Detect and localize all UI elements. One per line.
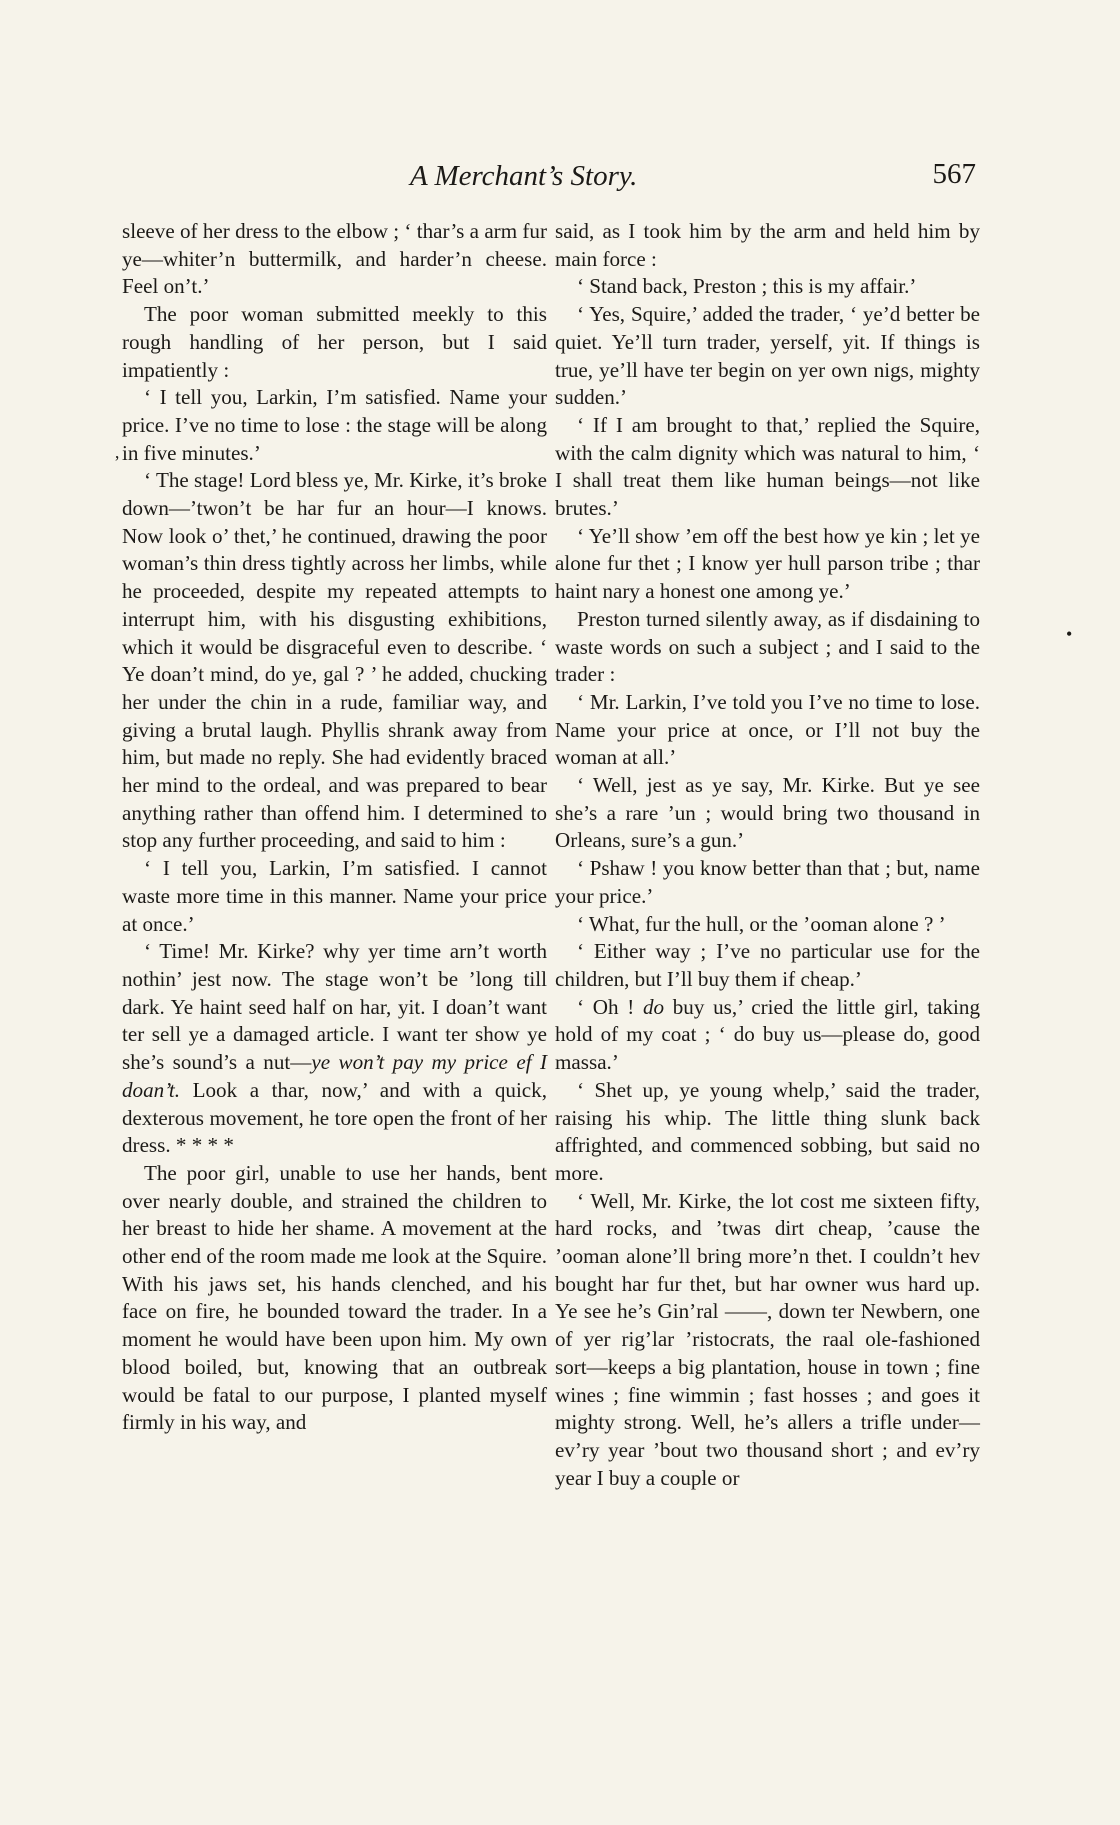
paragraph: ‘ I tell you, Larkin, I’m satisfied. I cannot waste more time in this manner. Name your price at once.’ bbox=[122, 856, 547, 936]
paragraph: said, as I took him by the arm and held him by main force : bbox=[555, 219, 980, 271]
paragraph: ‘ If I am brought to that,’ replied the Squire, with the calm dignity which was natural to him, ‘ I shall treat them like human beings—not like brutes.’ bbox=[555, 412, 980, 521]
text-run: ‘ Time! Mr. Kirke? why yer time arn’t worth nothin’ jest now. The stage won’t be ’long till dark. Ye haint seed half on har, yit. I doan’t want ter sell ye a damaged article. I want ter show ye she’s sound’s a nut— bbox=[122, 939, 547, 1075]
paragraph: The poor woman submitted meekly to this rough handling of her person, but I said impatiently : bbox=[122, 302, 547, 382]
page-number: 567 bbox=[932, 158, 976, 190]
paragraph bbox=[122, 938, 547, 1160]
margin-mark: • bbox=[1066, 624, 1073, 644]
running-header bbox=[120, 160, 990, 200]
running-title: A Merchant’s Story. bbox=[410, 160, 638, 192]
italic-text-run: do bbox=[642, 994, 665, 1019]
paragraph: ‘ Well, jest as ye say, Mr. Kirke. But ye see she’s a rare ’un ; would bring two thousand in Orleans, sure’s a gun.’ bbox=[555, 773, 980, 853]
paragraph: sleeve of her dress to the elbow ; ‘ thar’s a arm fur ye—whiter’n buttermilk, and harder’n cheese. Feel on’t.’ bbox=[122, 219, 547, 299]
paragraph: ‘ What, fur the hull, or the ’ooman alone ? ’ bbox=[577, 911, 946, 936]
paragraph: ‘ I tell you, Larkin, I’m satisfied. Name your price. I’ve no time to lose : the stage will be along in five minutes.’ bbox=[122, 385, 547, 465]
text-run: ‘ Oh ! bbox=[577, 994, 643, 1019]
text-run: buy us,’ cried the little girl, taking hold of my coat ; ‘ do buy us—please do, good massa.’ bbox=[555, 994, 980, 1075]
paragraph: ‘ The stage! Lord bless ye, Mr. Kirke, it’s broke down—’twon’t be har fur an hour—I knows. Now look o’ thet,’ he continued, drawing the poor woman’s thin dress tightly across her limbs, while he proceeded, despite my repeated attempts to interrupt him, with his disgusting exhibitions, which it would be disgraceful even to describe. ‘ Ye doan’t mind, do ye, gal ? ’ he added, chucking her under the chin in a rude, familiar way, and giving a brutal laugh. Phyllis shrank away from him, but made no reply. She had evidently braced her mind to the ordeal, and was prepared to bear anything rather than offend him. I determined to stop any further proceeding, and said to him : bbox=[122, 468, 547, 853]
paragraph: ‘ Shet up, ye young whelp,’ said the trader, raising his whip. The little thing slunk back affrighted, and commenced sobbing, but said no more. bbox=[555, 1077, 980, 1185]
left-column bbox=[122, 218, 547, 1437]
italic-text-run: ye won’t pay my price ef I doan’t. bbox=[122, 1050, 548, 1102]
paragraph: ‘ Either way ; I’ve no particular use for the children, but I’ll buy them if cheap.’ bbox=[555, 939, 980, 991]
paragraph: ‘ Ye’ll show ’em off the best how ye kin ; let ye alone fur thet ; I know yer hull parson tribe ; thar haint nary a honest one among ye.’ bbox=[555, 523, 980, 604]
right-column bbox=[555, 218, 980, 1492]
paragraph: ‘ Stand back, Preston ; this is my affair.’ bbox=[577, 274, 917, 299]
paragraph: ‘ Mr. Larkin, I’ve told you I’ve no time to lose. Name your price at once, or I’ll not buy the woman at all.’ bbox=[555, 689, 980, 770]
paragraph bbox=[555, 994, 980, 1077]
text-run: Look a thar, now,’ and with a quick, dexterous movement, he tore open the front of her dress. * * * * bbox=[122, 1077, 547, 1158]
paragraph: ‘ Well, Mr. Kirke, the lot cost me sixteen fifty, hard rocks, and ’twas dirt cheap, ’cause the ’ooman alone’ll bring more’n thet. I couldn’t hev bought har fur thet, but har owner wus hard up. Ye see he’s Gin’ral ——, down ter Newbern, one of yer rig’lar ’ristocrats, the raal ole-fashioned sort—keeps a big plantation, house in town ; fine wines ; fine wimmin ; fast hosses ; and goes it mighty strong. Well, he’s allers a trifle under—ev’ry year ’bout two thousand short ; and ev’ry year I buy a couple or bbox=[555, 1188, 980, 1490]
paragraph: The poor girl, unable to use her hands, bent over nearly double, and strained the children to her breast to hide her shame. A movement at the other end of the room made me look at the Squire. With his jaws set, his hands clenched, and his face on fire, he bounded toward the trader. In a moment he would have been upon him. My own blood boiled, but, knowing that an outbreak would be fatal to our purpose, I planted myself firmly in his way, and bbox=[122, 1160, 547, 1435]
margin-mark: ’ bbox=[114, 452, 120, 472]
paragraph: ‘ Yes, Squire,’ added the trader, ‘ ye’d better be quiet. Ye’ll turn trader, yerself, yit. If things is true, ye’ll have ter begin on yer own nigs, mighty sudden.’ bbox=[555, 302, 980, 410]
paragraph: Preston turned silently away, as if disdaining to waste words on such a subject ; and I said to the trader : bbox=[555, 606, 980, 687]
paragraph: ‘ Pshaw ! you know better than that ; but, name your price.’ bbox=[555, 856, 980, 908]
